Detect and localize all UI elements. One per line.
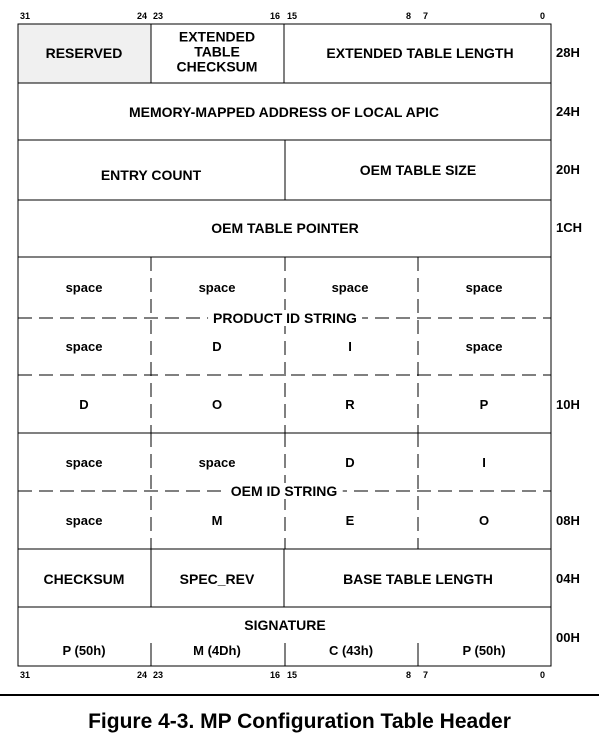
product-id-byte: D [212,339,222,354]
bit-15-bottom: 15 [287,670,298,680]
oem-id-byte: D [345,455,355,470]
signature-label: SIGNATURE [244,617,326,633]
reserved-field: RESERVED [45,45,123,61]
bit-24-top: 24 [137,11,148,21]
product-id-byte: space [331,280,369,295]
bit-24-bottom: 24 [137,670,148,680]
extended-table-length-field: EXTENDED TABLE LENGTH [326,45,514,61]
offset-28h: 28H [556,45,580,60]
product-id-byte: P [479,397,489,412]
base-table-length-field: BASE TABLE LENGTH [343,571,493,587]
figure-caption: Figure 4-3. MP Configuration Table Header [88,710,511,733]
bit-0-top: 0 [540,11,546,21]
oem-id-byte: space [65,513,103,528]
product-id-byte: space [198,280,236,295]
signature-byte: C (43h) [328,643,374,658]
bit-0-bottom: 0 [540,670,546,680]
oem-id-byte: M [211,513,223,528]
product-id-byte: D [79,397,89,412]
signature-byte: P (50h) [62,643,106,658]
spec-rev-field: SPEC_REV [179,571,255,587]
oem-id-byte: I [482,455,486,470]
product-id-byte: space [65,280,103,295]
offset-04h: 04H [556,571,580,586]
offset-1ch: 1CH [556,220,583,235]
oem-id-byte: E [345,513,355,528]
bit-16-bottom: 16 [270,670,281,680]
local-apic-address-field: MEMORY-MAPPED ADDRESS OF LOCAL APIC [128,104,440,120]
product-id-byte: R [345,397,355,412]
extended-table-checksum-field: EXTENDED TABLE CHECKSUM [176,28,258,75]
bit-8-bottom: 8 [406,670,412,680]
offset-10h: 10H [556,397,580,412]
checksum-field: CHECKSUM [43,571,125,587]
oem-table-pointer-field: OEM TABLE POINTER [211,220,359,236]
oem-id-byte: O [478,513,490,528]
oem-id-byte: space [198,455,236,470]
oem-id-string-label: OEM ID STRING [226,483,343,499]
signature-ticks [151,643,418,666]
bit-23-bottom: 23 [153,670,164,680]
offset-08h: 08H [556,513,580,528]
signature-byte: P (50h) [462,643,506,658]
bit-31-bottom: 31 [20,670,31,680]
offset-20h: 20H [556,162,580,177]
product-id-byte: space [65,339,103,354]
entry-count-field: ENTRY COUNT [100,167,202,183]
bit-31-top: 31 [20,11,31,21]
bit-16-top: 16 [270,11,281,21]
bit-8-top: 8 [406,11,412,21]
bit-7-bottom: 7 [423,670,429,680]
offset-00h: 00H [556,630,580,645]
bit-15-top: 15 [287,11,298,21]
oem-table-size-field: OEM TABLE SIZE [359,162,477,178]
product-id-byte: O [211,397,223,412]
bit-7-top: 7 [423,11,429,21]
bit-23-top: 23 [153,11,164,21]
byte-dividers [151,257,418,549]
product-id-byte: space [465,339,503,354]
oem-id-byte: space [65,455,103,470]
product-id-byte: space [465,280,503,295]
signature-byte: M (4Dh) [193,643,241,658]
product-id-byte: I [348,339,352,354]
offset-24h: 24H [556,104,580,119]
product-id-string-label: PRODUCT ID STRING [208,310,362,326]
